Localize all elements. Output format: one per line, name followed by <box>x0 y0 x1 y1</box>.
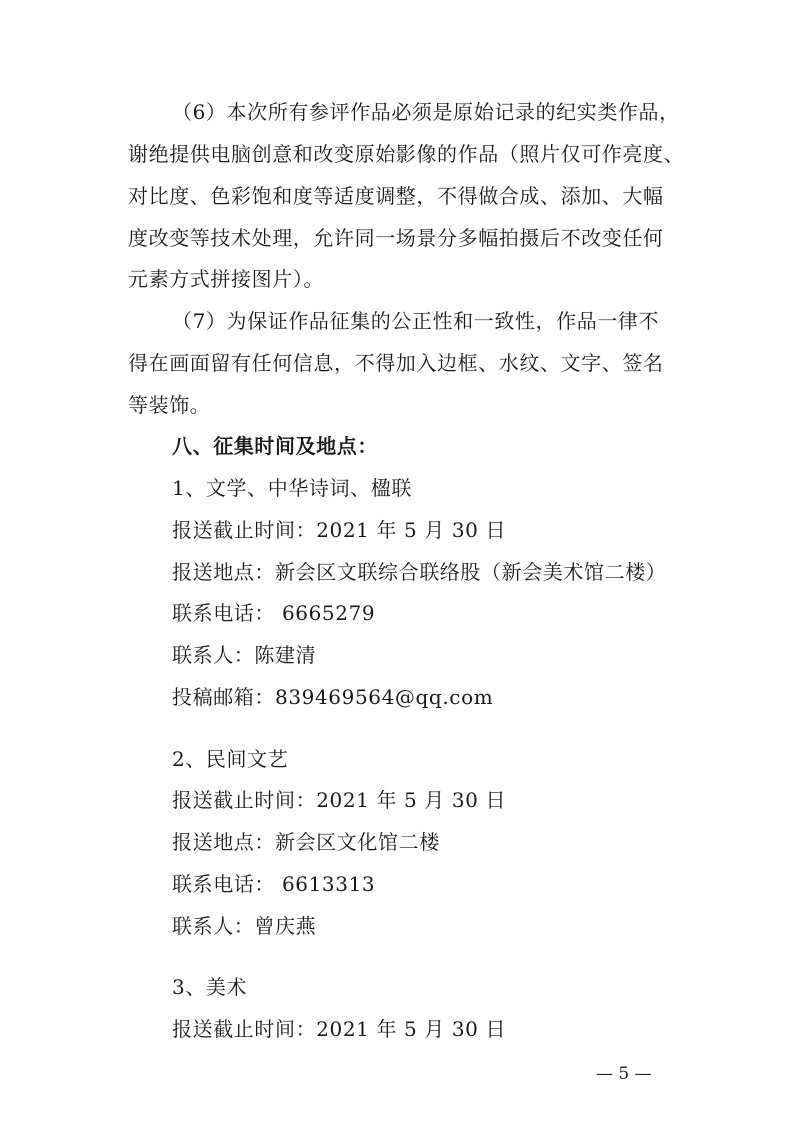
item6-line-1: （6）本次所有参评作品必须是原始记录的纪实类作品， <box>172 100 680 124</box>
section8-heading: 八、征集时间及地点： <box>172 434 378 458</box>
literature-contact: 联系人：陈建清 <box>172 643 317 667</box>
item6-line-2: 谢绝提供电脑创意和改变原始影像的作品（照片仅可作亮度、 <box>128 142 685 166</box>
folk-art-phone: 联系电话： 6613313 <box>172 872 376 896</box>
literature-email: 投稿邮箱：839469564@qq.com <box>172 685 494 709</box>
folk-art-title: 2、民间文艺 <box>172 747 289 771</box>
folk-art-contact: 联系人：曾庆燕 <box>172 914 317 938</box>
fine-art-title: 3、美术 <box>172 975 248 999</box>
item7-line-3: 等装饰。 <box>128 393 211 417</box>
item7-line-1: （7）为保证作品征集的公正性和一致性，作品一律不 <box>172 309 660 333</box>
folk-art-deadline: 报送截止时间：2021 年 5 月 30 日 <box>172 788 507 812</box>
item7-line-2: 得在画面留有任何信息，不得加入边框、水纹、文字、签名 <box>128 351 664 375</box>
literature-phone: 联系电话： 6665279 <box>172 601 376 625</box>
literature-title: 1、文学、中华诗词、楹联 <box>172 476 412 500</box>
item6-line-5: 元素方式拼接图片）。 <box>128 267 324 291</box>
page-number: — 5 — <box>596 1064 652 1084</box>
literature-deadline: 报送截止时间：2021 年 5 月 30 日 <box>172 518 507 542</box>
folk-art-location: 报送地点：新会区文化馆二楼 <box>172 830 440 854</box>
fine-art-deadline: 报送截止时间：2021 年 5 月 30 日 <box>172 1017 507 1041</box>
item6-line-4: 度改变等技术处理，允许同一场景分多幅拍摄后不改变任何 <box>128 226 664 250</box>
literature-location: 报送地点：新会区文联综合联络股（新会美术馆二楼） <box>172 560 667 584</box>
item6-line-3: 对比度、色彩饱和度等适度调整，不得做合成、添加、大幅 <box>128 184 664 208</box>
